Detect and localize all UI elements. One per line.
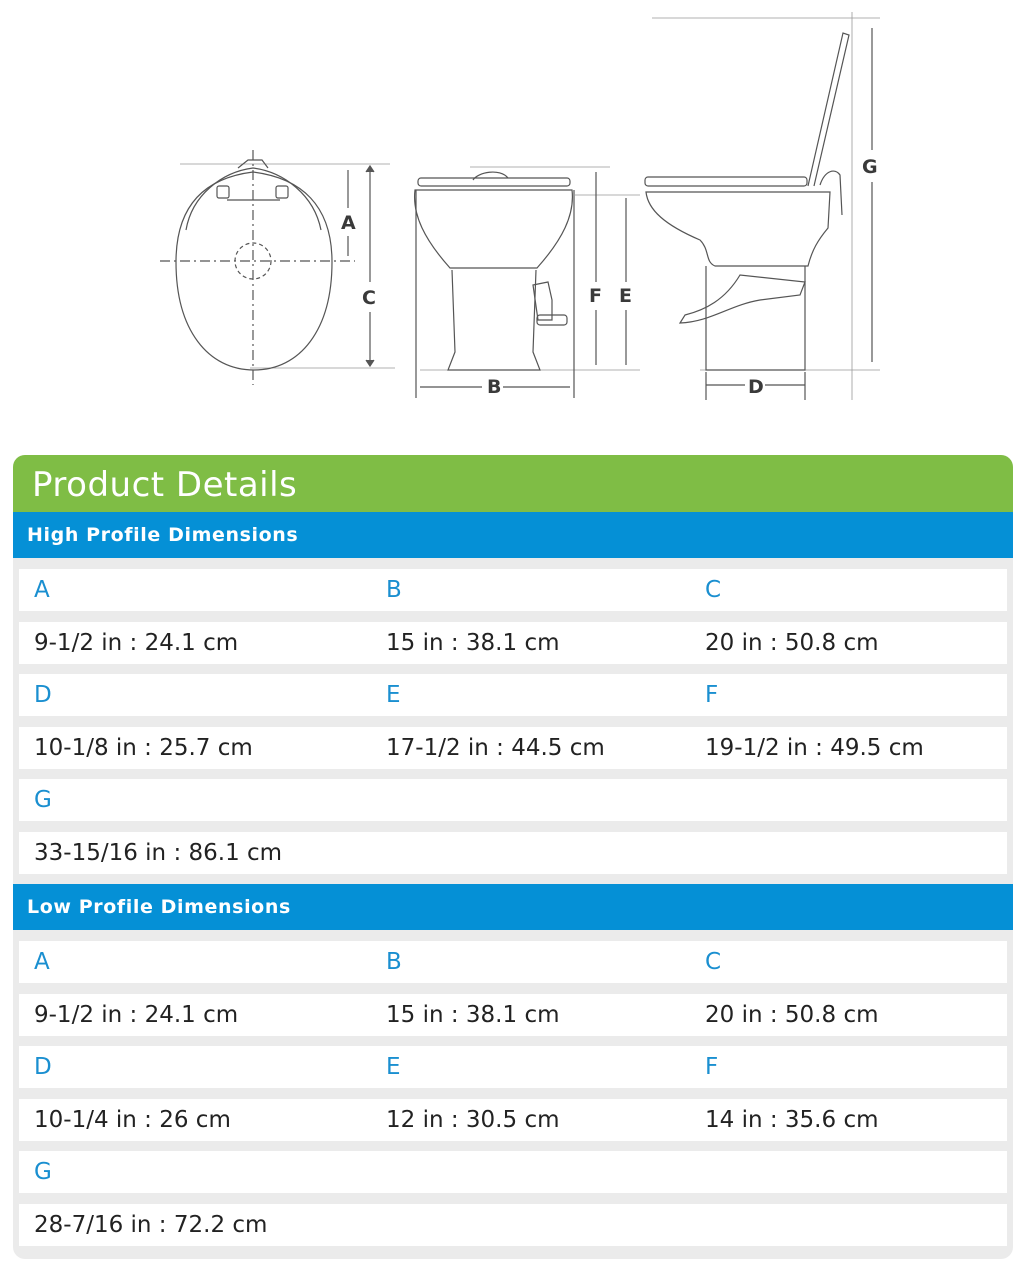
product-details-panel <box>13 455 1013 1259</box>
side-view-drawing <box>645 12 880 400</box>
dimension-label: G <box>34 787 52 813</box>
dim-label-e: E <box>619 285 632 307</box>
dimension-label: E <box>386 682 401 708</box>
table-row <box>19 727 1007 769</box>
dimension-value: 20 in : 50.8 cm <box>705 629 879 656</box>
front-view-drawing <box>415 167 640 398</box>
dim-label-c: C <box>362 287 376 309</box>
dimension-value: 10-1/8 in : 25.7 cm <box>34 734 253 761</box>
top-view-drawing <box>160 150 395 385</box>
table-row <box>19 674 1007 716</box>
table-row <box>19 779 1007 821</box>
dim-label-b: B <box>487 376 502 398</box>
dimension-label: A <box>34 577 50 603</box>
dimension-value: 9-1/2 in : 24.1 cm <box>34 1001 239 1028</box>
dimension-value: 14 in : 35.6 cm <box>705 1106 879 1133</box>
section-title-low-profile: Low Profile Dimensions <box>13 884 1013 930</box>
dim-label-f: F <box>589 285 602 307</box>
table-row <box>19 994 1007 1036</box>
dimension-value: 20 in : 50.8 cm <box>705 1001 879 1028</box>
dimension-value: 33-15/16 in : 86.1 cm <box>34 839 283 866</box>
dim-label-g: G <box>862 156 878 178</box>
table-row <box>19 1099 1007 1141</box>
high-profile-table <box>13 558 1013 874</box>
dimension-label: D <box>34 1054 52 1080</box>
section-title-high-profile: High Profile Dimensions <box>13 512 1013 558</box>
dim-label-d: D <box>748 376 764 398</box>
dimension-value: 28-7/16 in : 72.2 cm <box>34 1211 268 1238</box>
low-profile-table <box>13 930 1013 1246</box>
table-row <box>19 1204 1007 1246</box>
table-row <box>19 569 1007 611</box>
dimension-label: B <box>386 949 402 975</box>
toilet-line-drawing <box>0 0 1016 440</box>
dimension-label: E <box>386 1054 401 1080</box>
dimension-label: B <box>386 577 402 603</box>
panel-title: Product Details <box>13 455 1013 512</box>
dimension-value: 9-1/2 in : 24.1 cm <box>34 629 239 656</box>
dimension-value: 12 in : 30.5 cm <box>386 1106 560 1133</box>
dimension-label: F <box>705 1054 719 1080</box>
dimension-label: C <box>705 949 722 975</box>
table-row <box>19 941 1007 983</box>
table-row <box>19 622 1007 664</box>
dimension-label: C <box>705 577 722 603</box>
table-row <box>19 832 1007 874</box>
dimension-label: D <box>34 682 52 708</box>
dimension-value: 19-1/2 in : 49.5 cm <box>705 734 924 761</box>
dimension-label: A <box>34 949 50 975</box>
dimension-value: 15 in : 38.1 cm <box>386 1001 560 1028</box>
dimension-value: 15 in : 38.1 cm <box>386 629 560 656</box>
table-row <box>19 1151 1007 1193</box>
dimension-value: 17-1/2 in : 44.5 cm <box>386 734 605 761</box>
dimension-value: 10-1/4 in : 26 cm <box>34 1106 231 1133</box>
dimension-diagram <box>0 0 1016 440</box>
dim-label-a: A <box>341 212 356 234</box>
table-row <box>19 1046 1007 1088</box>
dimension-label: G <box>34 1159 52 1185</box>
dimension-label: F <box>705 682 719 708</box>
